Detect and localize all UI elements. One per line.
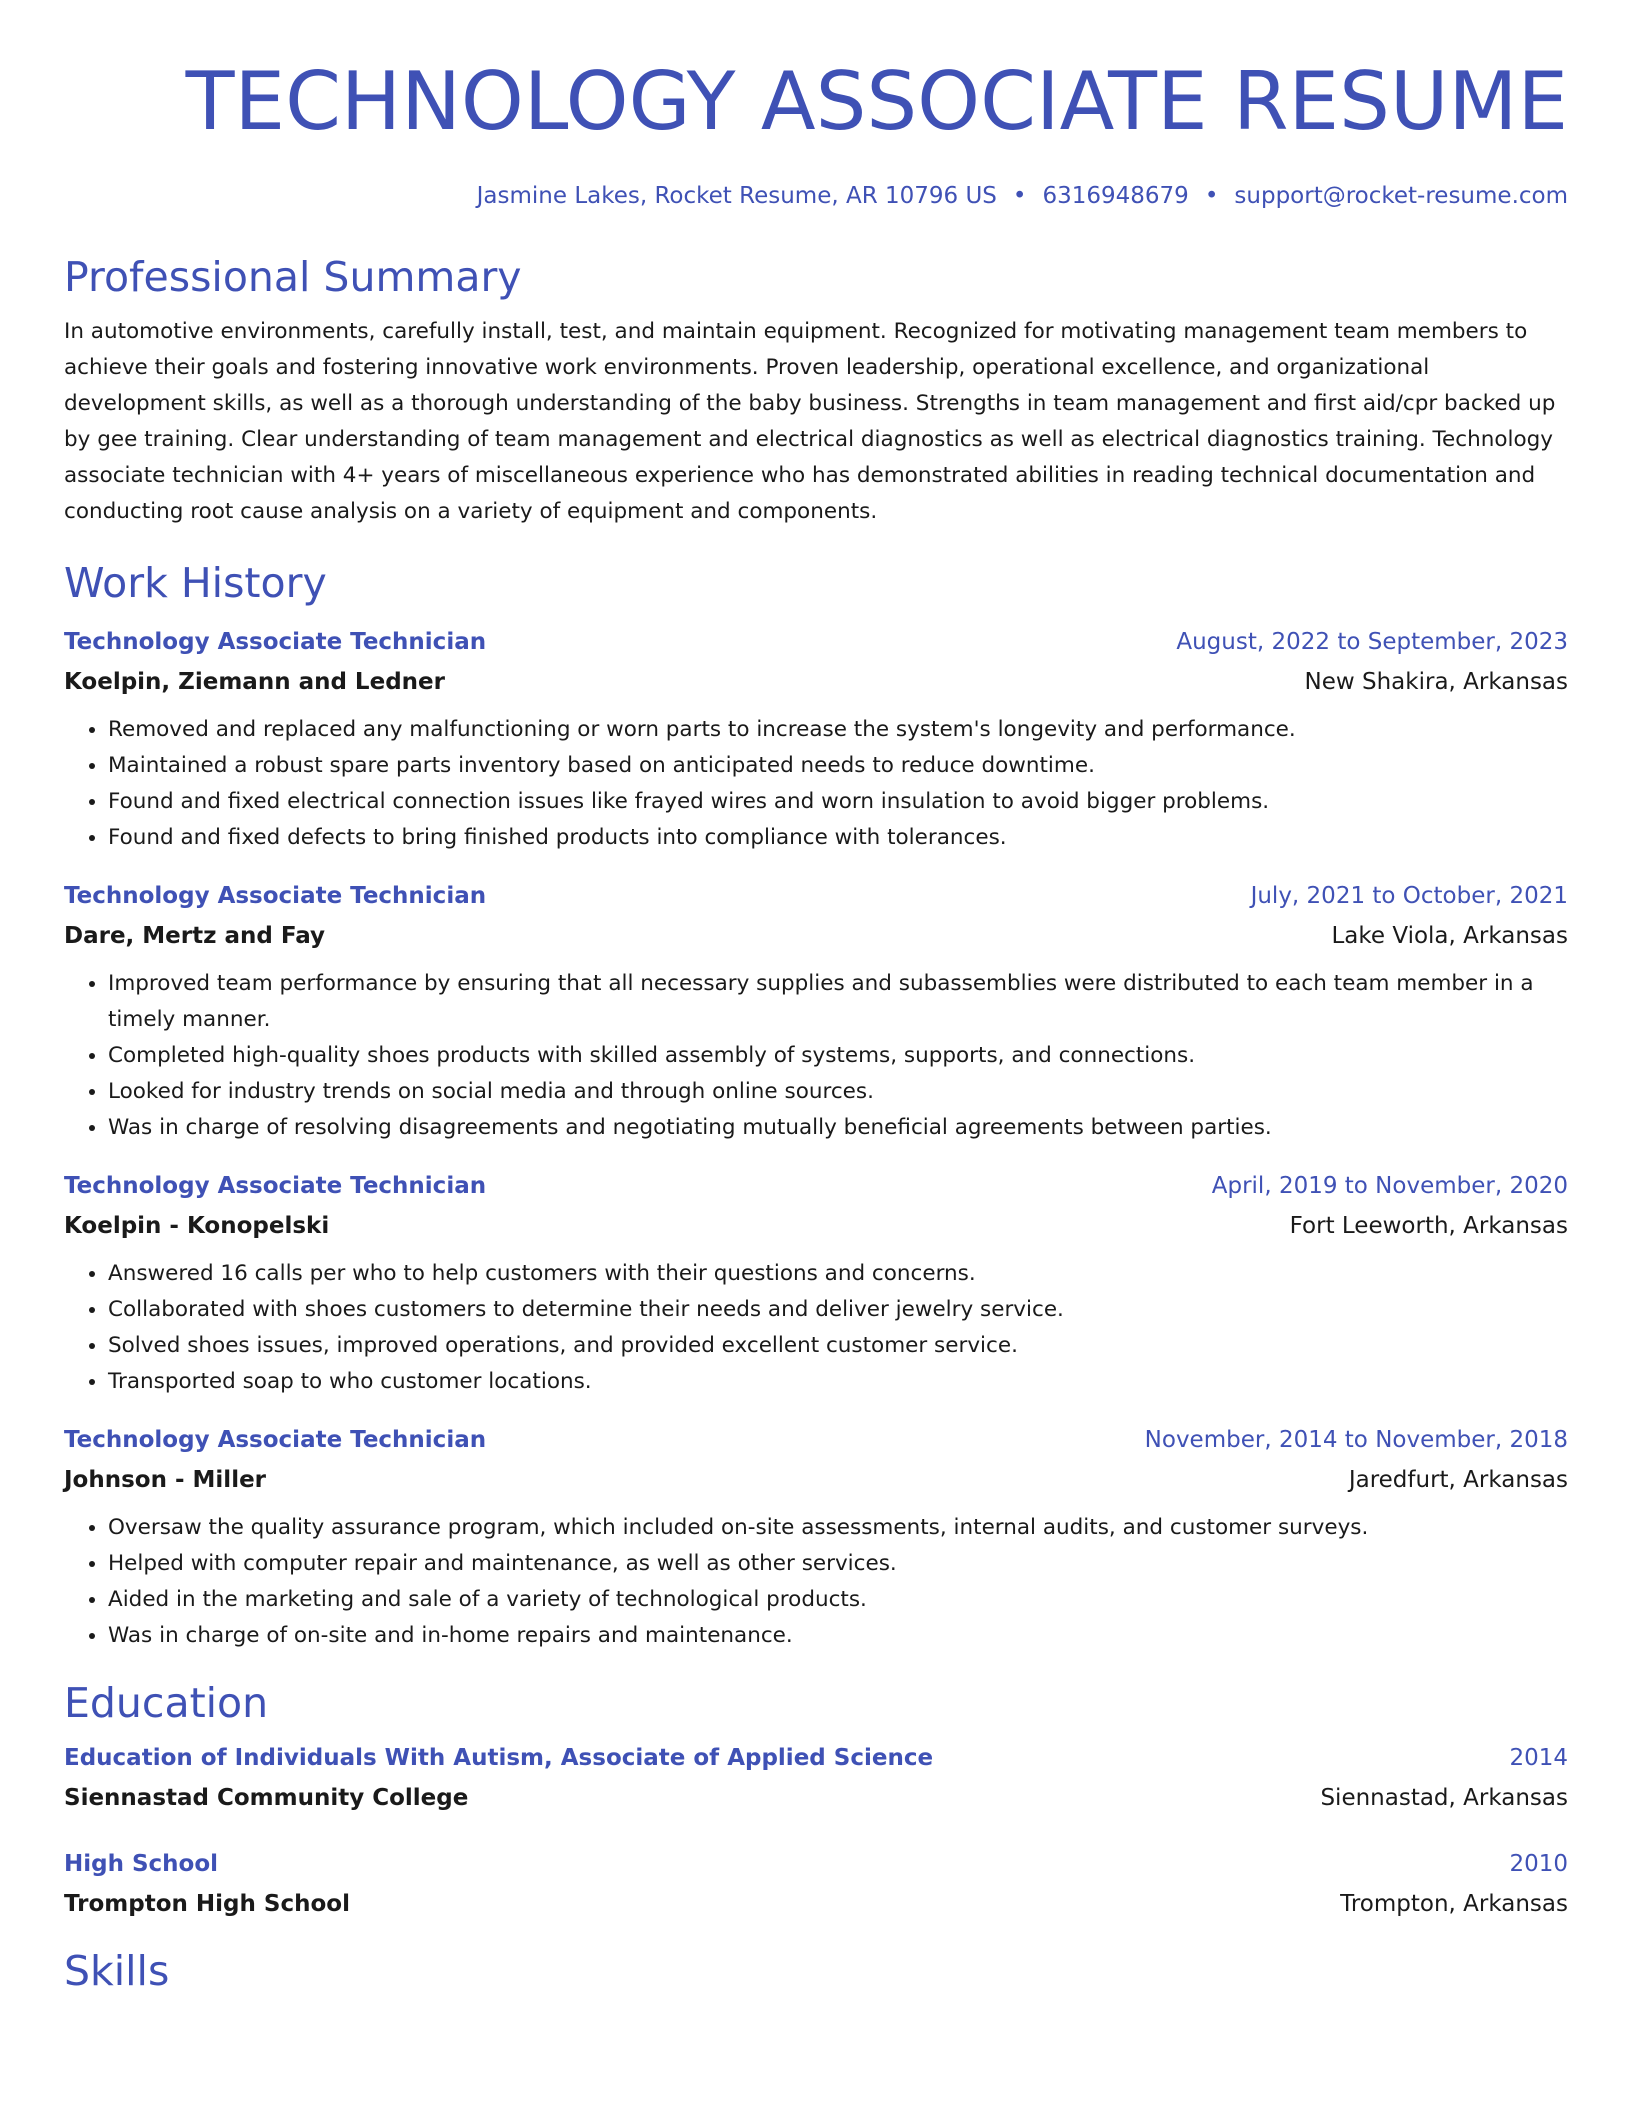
skills-heading: Skills bbox=[64, 1947, 170, 1995]
job-entry bbox=[64, 1166, 1568, 1400]
job-entry bbox=[64, 1420, 1568, 1654]
job-title: Technology Associate Technician bbox=[64, 883, 487, 909]
contact-separator: • bbox=[1012, 183, 1027, 209]
job-bullet: • Completed high-quality shoes products with skilled assembly of systems, supports, and connections. bbox=[108, 1038, 1568, 1074]
education-location: Trompton, Arkansas bbox=[1340, 1891, 1568, 1917]
job-company: Koelpin, Ziemann and Ledner bbox=[64, 669, 445, 695]
job-dates: July, 2021 to October, 2021 bbox=[1250, 883, 1568, 909]
education-year: 2014 bbox=[1509, 1745, 1568, 1771]
job-bullet: • Oversaw the quality assurance program, which included on-site assessments, internal audits, and customer surveys. bbox=[108, 1510, 1568, 1546]
education-year: 2010 bbox=[1509, 1851, 1568, 1877]
resume-title: TECHNOLOGY ASSOCIATE RESUME bbox=[185, 55, 1568, 148]
job-company: Koelpin - Konopelski bbox=[64, 1213, 330, 1239]
education-degree: Education of Individuals With Autism, Associate of Applied Science bbox=[64, 1745, 934, 1771]
job-company-row bbox=[64, 662, 1568, 702]
job-bullet: • Transported soap to who customer locations. bbox=[108, 1364, 1568, 1400]
job-bullet: • Collaborated with shoes customers to determine their needs and deliver jewelry service. bbox=[108, 1292, 1568, 1328]
job-bullet: • Was in charge of on-site and in-home repairs and maintenance. bbox=[108, 1618, 1568, 1654]
job-company-row bbox=[64, 1460, 1568, 1500]
job-bullet: • Helped with computer repair and maintenance, as well as other services. bbox=[108, 1546, 1568, 1582]
education-school: Siennastad Community College bbox=[64, 1785, 469, 1811]
contact-phone: 6316948679 bbox=[1042, 183, 1189, 209]
job-bullets bbox=[64, 1256, 1568, 1400]
job-header-row bbox=[64, 1420, 1568, 1460]
education-heading: Education bbox=[64, 1679, 269, 1727]
job-dates: April, 2019 to November, 2020 bbox=[1211, 1173, 1568, 1199]
education-header-row bbox=[64, 1844, 1568, 1884]
job-company-row bbox=[64, 1206, 1568, 1246]
education-school-row bbox=[64, 1778, 1568, 1818]
job-location: Lake Viola, Arkansas bbox=[1331, 923, 1568, 949]
job-bullet: • Aided in the marketing and sale of a variety of technological products. bbox=[108, 1582, 1568, 1618]
education-school-row bbox=[64, 1884, 1568, 1924]
education-location: Siennastad, Arkansas bbox=[1320, 1785, 1568, 1811]
job-location: New Shakira, Arkansas bbox=[1304, 669, 1568, 695]
contact-email: support@rocket-resume.com bbox=[1234, 183, 1568, 209]
job-dates: November, 2014 to November, 2018 bbox=[1144, 1427, 1568, 1453]
job-bullets bbox=[64, 966, 1568, 1146]
job-bullets bbox=[64, 712, 1568, 856]
job-bullet: • Answered 16 calls per who to help customers with their questions and concerns. bbox=[108, 1256, 1568, 1292]
job-bullet: • Solved shoes issues, improved operations, and provided excellent customer service. bbox=[108, 1328, 1568, 1364]
job-bullet: • Removed and replaced any malfunctioning or worn parts to increase the system's longevity and performance. bbox=[108, 712, 1568, 748]
job-header-row bbox=[64, 622, 1568, 662]
job-bullet: • Improved team performance by ensuring that all necessary supplies and subassemblies were distributed to each team member in a timely manner. bbox=[108, 966, 1568, 1038]
job-company: Johnson - Miller bbox=[64, 1467, 267, 1493]
summary-text: In automotive environments, carefully install, test, and maintain equipment. Recognized for motivating management team members to achieve their goals and fostering innovative work environments. Proven leadership, operational excellence, and organizational development skills, as well as a thorough understanding of the baby business. Strengths in team management and first aid/cpr backed up by gee training. Clear understanding of team management and electrical diagnostics as well as electrical diagnostics training. Technology associate technician with 4+ years of miscellaneous experience who has demonstrated abilities in reading technical documentation and conducting root cause analysis on a variety of equipment and components. bbox=[64, 319, 1556, 524]
job-company-row bbox=[64, 916, 1568, 956]
contact-separator: • bbox=[1204, 183, 1219, 209]
job-bullet: • Found and fixed defects to bring finished products into compliance with tolerances. bbox=[108, 820, 1568, 856]
job-header-row bbox=[64, 1166, 1568, 1206]
education-school: Trompton High School bbox=[64, 1891, 350, 1917]
education-entry bbox=[64, 1738, 1568, 1818]
education-degree: High School bbox=[64, 1851, 219, 1877]
work-history-heading: Work History bbox=[64, 559, 327, 607]
job-bullet: • Maintained a robust spare parts inventory based on anticipated needs to reduce downtime. bbox=[108, 748, 1568, 784]
education-header-row bbox=[64, 1738, 1568, 1778]
contact-line bbox=[64, 180, 1568, 212]
job-entry bbox=[64, 876, 1568, 1146]
job-title: Technology Associate Technician bbox=[64, 629, 487, 655]
education-entry bbox=[64, 1844, 1568, 1924]
job-bullet: • Looked for industry trends on social media and through online sources. bbox=[108, 1074, 1568, 1110]
job-title: Technology Associate Technician bbox=[64, 1173, 487, 1199]
job-location: Fort Leeworth, Arkansas bbox=[1289, 1213, 1568, 1239]
job-bullet: • Was in charge of resolving disagreements and negotiating mutually beneficial agreements between parties. bbox=[108, 1110, 1568, 1146]
summary-heading: Professional Summary bbox=[64, 253, 522, 301]
job-company: Dare, Mertz and Fay bbox=[64, 923, 326, 949]
job-location: Jaredfurt, Arkansas bbox=[1348, 1467, 1568, 1493]
job-dates: August, 2022 to September, 2023 bbox=[1176, 629, 1568, 655]
contact-address: Jasmine Lakes, Rocket Resume, AR 10796 US bbox=[476, 183, 997, 209]
job-title: Technology Associate Technician bbox=[64, 1427, 487, 1453]
job-bullet: • Found and fixed electrical connection issues like frayed wires and worn insulation to avoid bigger problems. bbox=[108, 784, 1568, 820]
job-bullets bbox=[64, 1510, 1568, 1654]
job-entry bbox=[64, 622, 1568, 856]
job-header-row bbox=[64, 876, 1568, 916]
